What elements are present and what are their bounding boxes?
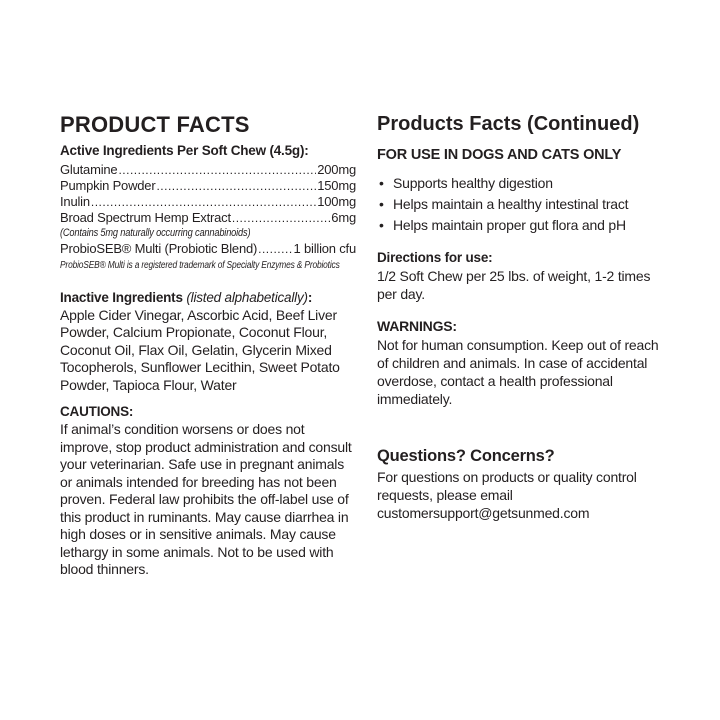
benefit-item: • Helps maintain proper gut flora and pH	[377, 215, 673, 236]
dot-leader	[258, 241, 292, 257]
benefit-item: • Helps maintain a healthy intestinal tract	[377, 194, 673, 215]
active-ingredients-heading: Active Ingredients Per Soft Chew (4.5g):	[60, 143, 309, 158]
ingredient-value: 150mg	[317, 178, 356, 193]
inactive-heading-bold: Inactive Ingredients	[60, 290, 183, 305]
directions-body: 1/2 Soft Chew per 25 lbs. of weight, 1-2 times per day.	[377, 268, 651, 302]
left-column	[60, 112, 356, 579]
warnings-heading: WARNINGS:	[377, 318, 457, 334]
inactive-ingredients-body: Apple Cider Vinegar, Ascorbic Acid, Beef Liver Powder, Calcium Propionate, Coconut Flour, Coconut Oil, Flax Oil, Gelatin, Glycerin Mixed Tocopherols, Sunflower Lecithin, Sweet Potato Powder, Tapioca Flour, Water	[60, 306, 340, 393]
benefit-item: • Supports healthy digestion	[377, 173, 673, 194]
cautions-heading: CAUTIONS:	[60, 404, 134, 419]
ingredient-value: 200mg	[317, 162, 356, 177]
ingredient-name: ProbioSEB® Multi (Probiotic Blend)	[60, 241, 258, 256]
warnings-body: Not for human consumption. Keep out of reach of children and animals. In case of accidental overdose, contact a health professional immediately.	[377, 337, 659, 407]
directions-heading: Directions for use:	[377, 250, 493, 265]
active-ingredients-section	[60, 142, 356, 272]
cautions-section	[60, 403, 356, 579]
contact-body: For questions on products or quality control requests, please email customersupport@getsunmed.com	[377, 469, 637, 521]
cautions-body: If animal’s condition worsens or does not improve, stop product administration and consult your veterinarian. Safe use in pregnant animals or animals intended for breeding has not been proven. Federal law prohibits the off-label use of this product in ruminants. May cause diarrhea in high doses or in sensitive animals. May cause lethargy in some animals. Not to be used with blood thinners.	[60, 421, 352, 577]
inactive-heading-italic: (listed alphabetically)	[182, 290, 308, 305]
ingredient-name: Glutamine	[60, 162, 118, 177]
ingredient-row	[60, 178, 356, 194]
inactive-ingredients-heading	[60, 289, 356, 307]
dot-leader	[232, 210, 330, 226]
right-column	[377, 112, 673, 522]
contact-section	[377, 446, 673, 522]
dot-leader	[118, 162, 316, 178]
product-facts-title: PRODUCT FACTS	[60, 112, 250, 137]
contact-heading: Questions? Concerns?	[377, 447, 555, 465]
dot-leader	[91, 194, 316, 210]
ingredient-value: 6mg	[331, 210, 356, 225]
inactive-ingredients-section	[60, 289, 356, 394]
ingredient-value: 1 billion cfu	[293, 241, 356, 256]
ingredient-row	[60, 194, 356, 210]
dot-leader	[156, 178, 316, 194]
ingredient-name: Pumpkin Powder	[60, 178, 156, 193]
continued-title: Products Facts (Continued)	[377, 113, 640, 135]
probioseb-trademark-note: ProbioSEB® Multi is a registered trademark of Specialty Enzymes & Probiotics	[60, 260, 340, 271]
hemp-cannabinoid-note: (Contains 5mg naturally occurring cannabinoids)	[60, 227, 251, 239]
inactive-heading-colon: :	[307, 290, 313, 305]
ingredient-value: 100mg	[317, 194, 356, 209]
warnings-section	[377, 318, 673, 408]
ingredient-name: Broad Spectrum Hemp Extract	[60, 210, 231, 225]
directions-section	[377, 249, 673, 303]
for-use-heading: FOR USE IN DOGS AND CATS ONLY	[377, 147, 622, 163]
benefits-list	[377, 173, 673, 236]
ingredient-row	[60, 241, 356, 257]
ingredient-name: Inulin	[60, 194, 90, 209]
ingredient-row	[60, 162, 356, 178]
ingredient-row	[60, 210, 356, 226]
